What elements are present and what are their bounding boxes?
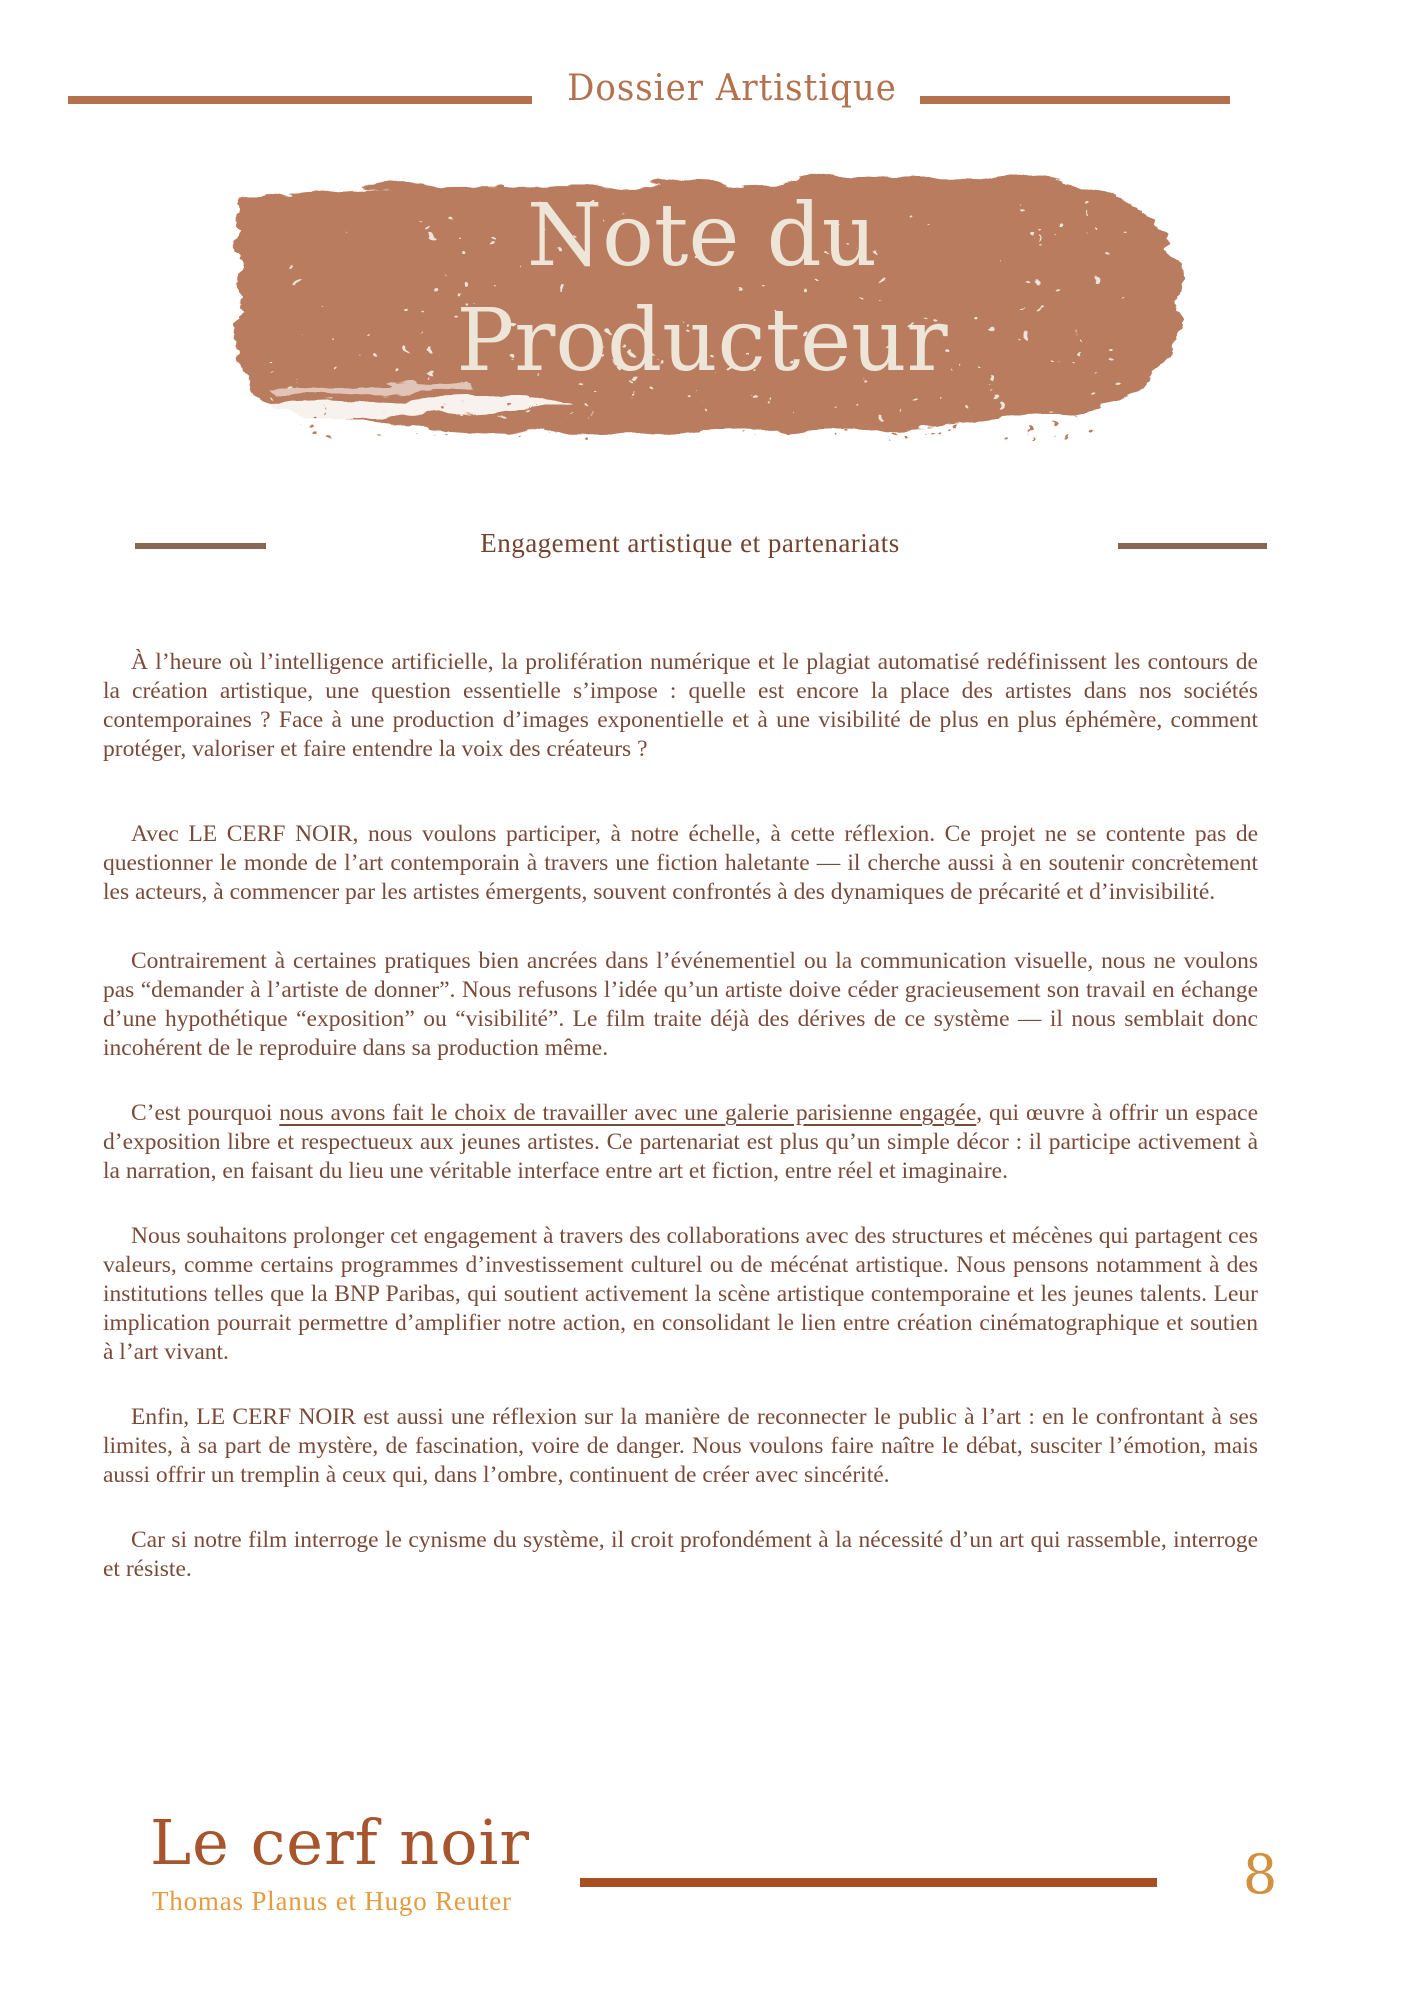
paragraph-text: , qui œuvre à offrir un espace d’exposition libre et respectueux aux jeunes artistes. Ce partenariat est plus qu’un simple décor : il participe activement à la narration, en faisant du lieu une véritable interface entre art et fiction, entre réel et imaginaire. [103,1100,1259,1184]
section-subtitle: Engagement artistique et partenariats [480,528,900,558]
paragraph [103,1222,1258,1367]
body-paragraphs [103,648,1258,1620]
paragraph [103,1099,1258,1186]
paragraph-text: Enfin, LE CERF NOIR est aussi une réflexion sur la manière de reconnecter le public à l’art : en le confrontant à ses limites, à sa part de mystère, de fascination, voire de danger. Nous voulons faire naître le débat, susciter l’émotion, mais aussi offrir un tremplin à ceux qui, dans l’ombre, continuent de créer avec sincérité. [103,1404,1258,1488]
footer-rule [580,1878,1157,1887]
header-title: Dossier Artistique [567,66,897,110]
paragraph [103,947,1258,1063]
paragraph [103,820,1258,907]
hero-brush [212,158,1192,453]
paragraph-text: Contrairement à certaines pratiques bien ancrées dans l’événementiel ou la communication visuelle, nous ne voulons pas “demander à l’artiste de donner”. Nous refusons l’idée qu’un artiste doive céder gracieusement son travail en échange d’une hypothétique “exposition” ou “visibilité”. Le film traite déjà des dérives de ce système — il nous semblait donc incohérent de le reproduire dans sa production même. [103,948,1258,1061]
paragraph [103,1526,1258,1584]
brand-title: Le cerf noir [150,1806,531,1879]
paragraph [103,1403,1258,1490]
page-number: 8 [1242,1843,1278,1906]
paragraph-text: C’est pourquoi [131,1100,280,1126]
header-rule-right [920,96,1230,104]
brand-authors: Thomas Planus et Hugo Reuter [152,1886,512,1916]
hero-title-line2: Producteur [456,291,948,391]
paragraph-text: À l’heure où l’intelligence artificielle, la prolifération numérique et le plagiat automatisé redéfinissent les contours de la création artistique, une question essentielle s’impose : quelle est encore la place des artistes dans nos sociétés contemporaines ? Face à une production d’images exponentielle et à une visibilité de plus en plus éphémère, comment protéger, valoriser et faire entendre la voix des créateurs ? [103,649,1258,762]
subtitle-rule-right [1118,543,1267,549]
paragraph [103,648,1258,764]
paragraph-text: Nous souhaitons prolonger cet engagement à travers des collaborations avec des structures et mécènes qui partagent ces valeurs, comme certains programmes d’investissement culturel ou de mécénat artistique. Nous pensons notamment à des institutions telles que la BNP Paribas, qui soutient activement la scène artistique contemporaine et les jeunes talents. Leur implication pourrait permettre d’amplifier notre action, en consolidant le lien entre création cinématographique et soutien à l’art vivant. [103,1223,1258,1365]
paragraph-text: Avec LE CERF NOIR, nous voulons participer, à notre échelle, à cette réflexion. Ce projet ne se contente pas de questionner le monde de l’art contemporain à travers une fiction haletante — il cherche aussi à en soutenir concrètement les acteurs, à commencer par les artistes émergents, souvent confrontés à des dynamiques de précarité et d’invisibilité. [103,821,1258,905]
underlined-text: nous avons fait le choix de travailler avec une galerie parisienne engagée [279,1100,977,1126]
hero-title-line1: Note du [526,186,878,286]
paragraph-text: Car si notre film interroge le cynisme du système, il croit profondément à la nécessité d’un art qui rassemble, interroge et résiste. [103,1527,1258,1582]
hero-title [212,158,1192,394]
